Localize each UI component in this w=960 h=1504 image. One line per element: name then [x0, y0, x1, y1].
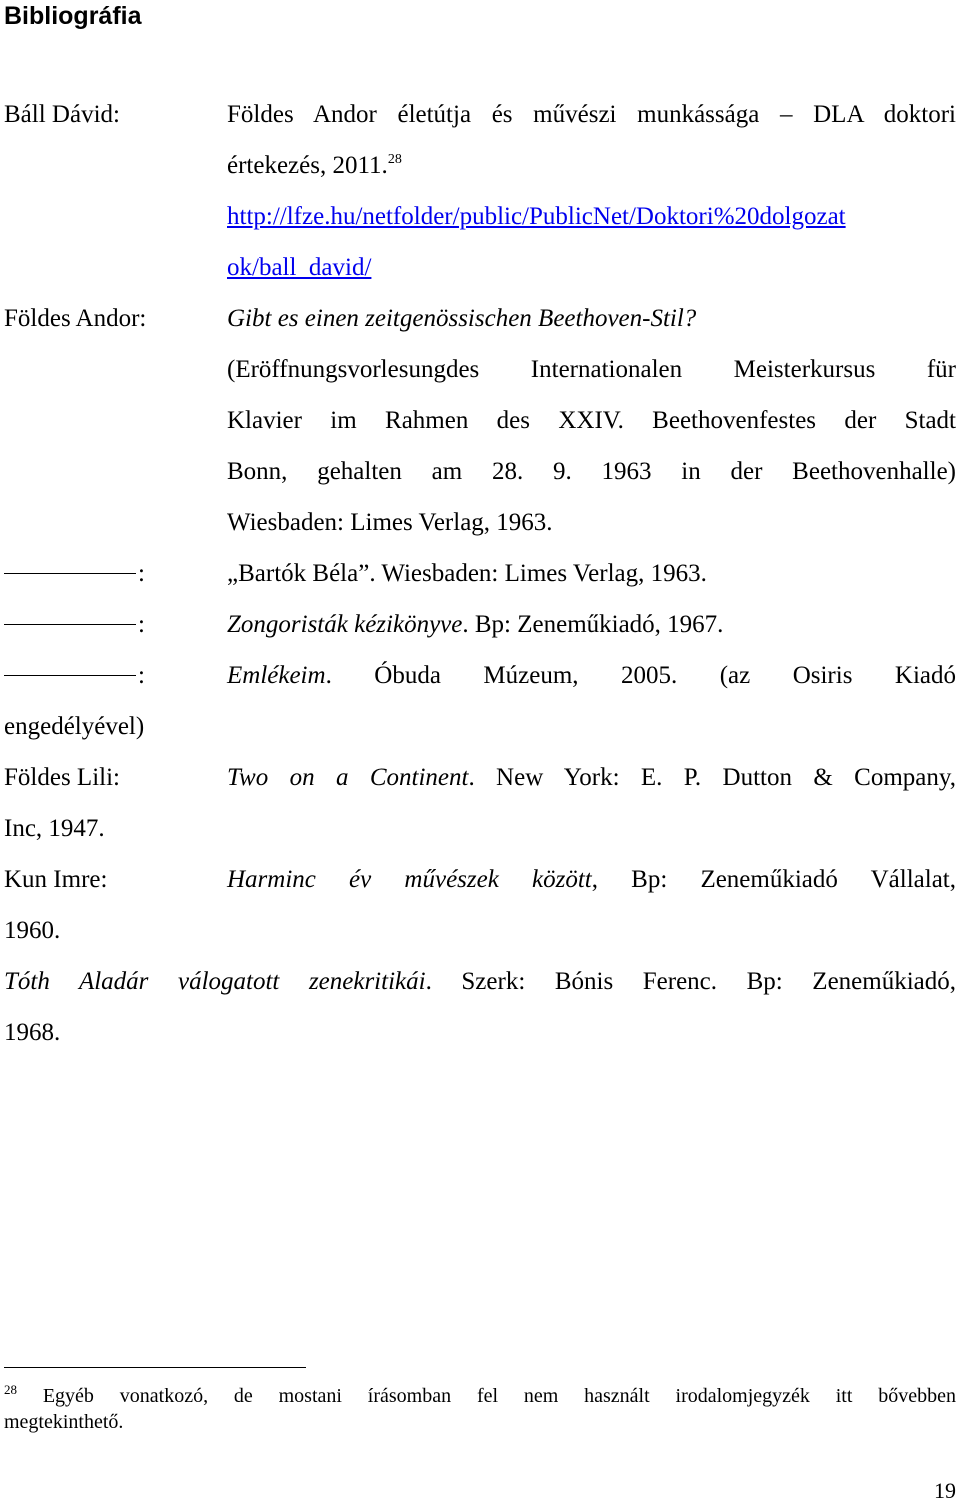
foldes-andor-line2: (Eröffnungsvorlesungdes Internationalen Meisterkursus für: [227, 356, 956, 383]
entry-author-kun: Kun Imre:: [4, 866, 108, 893]
entry-title-ball-line2: [227, 149, 402, 183]
entry-title-foldes-andor: [227, 302, 696, 336]
emlekeim-line2: engedélyével): [4, 713, 145, 740]
kun-rest: , Bp: Zeneműkiadó Vállalat,: [591, 866, 956, 893]
page-number: 19: [934, 1478, 956, 1503]
foldes-andor-title-italic: Gibt es einen zeitgenössischen Beethoven-Stil?: [227, 305, 697, 332]
ditto-rule: [4, 573, 136, 574]
bartok-rest: . Wiesbaden: Limes Verlag, 1963.: [369, 560, 707, 587]
zongoristak-title-italic: Zongoristák kézikönyve: [227, 611, 463, 638]
bartok-title: „Bartók Béla”: [227, 560, 370, 587]
footnote-separator: [4, 1367, 306, 1368]
entry-title-bartok: [227, 557, 707, 591]
entry-dash-zongoristak: [4, 608, 145, 642]
entry-title-zongoristak: [227, 608, 723, 642]
entry-url-ball-line1[interactable]: [227, 200, 956, 234]
ball-url-link-part1[interactable]: http://lfze.hu/netfolder/public/PublicNet/Doktori%20dolgozat: [227, 203, 846, 230]
foldes-lili-rest: . New York: E. P. Dutton & Company,: [468, 764, 956, 791]
zongoristak-rest: . Bp: Zeneműkiadó, 1967.: [462, 611, 724, 638]
page-heading: Bibliográfia: [4, 2, 142, 30]
entry-title-ball-text: értekezés, 2011.: [227, 152, 388, 179]
emlekeim-rest: . Óbuda Múzeum, 2005. (az Osiris Kiadó: [325, 662, 956, 689]
foldes-andor-line3: Klavier im Rahmen des XXIV. Beethovenfestes der Stadt: [227, 407, 956, 434]
entry-url-ball-line2[interactable]: [227, 251, 371, 285]
emlekeim-title-italic: Emlékeim: [227, 662, 326, 689]
entry-author-ball: Báll Dávid:: [4, 101, 120, 128]
entry-dash-emlekeim: [4, 659, 145, 693]
foldes-lili-line2: Inc, 1947.: [4, 815, 105, 842]
footnote-line2: megtekinthető.: [4, 1411, 124, 1433]
foldes-andor-line5: Wiesbaden: Limes Verlag, 1963.: [227, 509, 553, 536]
entry-dash-bartok: [4, 557, 145, 591]
toth-rest: . Szerk: Bónis Ferenc. Bp: Zeneműkiadó,: [425, 968, 956, 995]
entry-author-foldes-andor: Földes Andor:: [4, 305, 147, 332]
entry-title-emlekeim: [227, 659, 956, 693]
footnote-number: 28: [4, 1382, 17, 1397]
entry-author-foldes-lili: Földes Lili:: [4, 764, 120, 791]
entry-title-kun: [227, 863, 956, 897]
entry-title-ball-line1: Földes Andor életútja és művészi munkássága – DLA doktori: [227, 101, 956, 128]
foldes-andor-line4: Bonn, gehalten am 28. 9. 1963 in der Beethovenhalle): [227, 458, 956, 485]
toth-line2: 1968.: [4, 1019, 61, 1046]
ditto-rule: [4, 624, 136, 625]
foldes-lili-title-italic: Two on a Continent: [227, 764, 469, 791]
footnote-text-line1: Egyéb vonatkozó, de mostani írásomban fel nem használt irodalomjegyzék itt bővebben: [17, 1385, 956, 1407]
footnote-ref-28[interactable]: 28: [387, 152, 402, 167]
entry-title-toth: [4, 965, 956, 999]
entry-title-foldes-lili: [227, 761, 956, 795]
toth-title-italic: Tóth Aladár válogatott zenekritikái: [4, 968, 426, 995]
dash-colon: :: [138, 662, 145, 689]
kun-title-italic: Harminc év művészek között: [227, 866, 592, 893]
dash-colon: :: [138, 611, 145, 638]
footnote-line1: [4, 1383, 956, 1409]
ditto-rule: [4, 675, 136, 676]
dash-colon: :: [138, 560, 145, 587]
ball-url-link-part2[interactable]: ok/ball_david/: [227, 254, 372, 281]
kun-line2: 1960.: [4, 917, 61, 944]
